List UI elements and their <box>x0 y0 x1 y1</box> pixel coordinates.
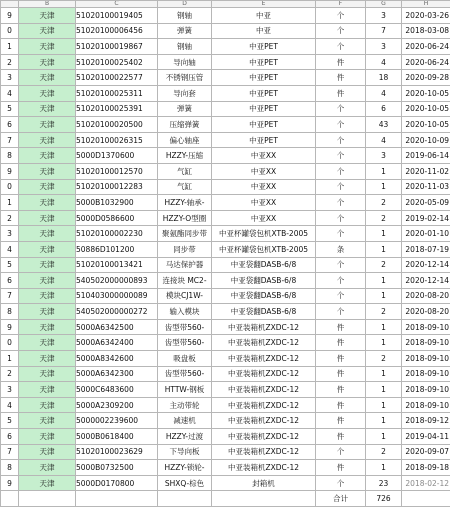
row-number-cell[interactable]: 4 <box>1 241 19 257</box>
equipment-model-cell[interactable]: 中亚XX <box>212 179 316 195</box>
unit-cell[interactable]: 个 <box>316 101 366 117</box>
material-code-cell[interactable]: 51020100012283 <box>76 179 158 195</box>
row-number-cell[interactable]: 8 <box>1 304 19 320</box>
column-header[interactable]: C <box>76 1 158 8</box>
row-number-cell[interactable]: 5 <box>1 413 19 429</box>
material-code-cell[interactable]: 50886D101200 <box>76 241 158 257</box>
table-row[interactable] <box>1 257 450 273</box>
table-row[interactable] <box>1 101 450 117</box>
equipment-model-cell[interactable]: 中亚袋翻DASB-6/8 <box>212 288 316 304</box>
city-cell[interactable]: 天津 <box>19 288 76 304</box>
material-name-cell[interactable]: 马达保护器 <box>158 257 212 273</box>
unit-cell[interactable]: 件 <box>316 319 366 335</box>
date-cell[interactable]: 2019-06-14 <box>402 148 450 164</box>
city-cell[interactable]: 天津 <box>19 429 76 445</box>
row-number-cell[interactable]: 2 <box>1 366 19 382</box>
quantity-cell[interactable]: 1 <box>366 429 402 445</box>
material-name-cell[interactable]: HZZY-轴承- <box>158 195 212 211</box>
city-cell[interactable]: 天津 <box>19 382 76 398</box>
date-cell[interactable]: 2020-10-09 <box>402 132 450 148</box>
table-row[interactable] <box>1 8 450 24</box>
quantity-cell[interactable]: 4 <box>366 54 402 70</box>
date-cell[interactable]: 2018-09-10 <box>402 366 450 382</box>
date-cell[interactable]: 2020-12-14 <box>402 257 450 273</box>
quantity-cell[interactable]: 2 <box>366 195 402 211</box>
equipment-model-cell[interactable]: 中亚装箱机ZXDC-12 <box>212 413 316 429</box>
date-cell[interactable]: 2020-03-26 <box>402 8 450 24</box>
material-code-cell[interactable]: 5000A6342400 <box>76 335 158 351</box>
equipment-model-cell[interactable]: 中亚杯罐袋包机XTB-2005 <box>212 241 316 257</box>
table-row[interactable] <box>1 148 450 164</box>
city-cell[interactable]: 天津 <box>19 460 76 476</box>
material-code-cell[interactable]: 51020100023629 <box>76 444 158 460</box>
date-cell[interactable]: 2018-09-10 <box>402 319 450 335</box>
table-row[interactable] <box>1 54 450 70</box>
city-cell[interactable]: 天津 <box>19 195 76 211</box>
quantity-cell[interactable]: 2 <box>366 351 402 367</box>
equipment-model-cell[interactable]: 中亚袋翻DASB-6/8 <box>212 304 316 320</box>
city-cell[interactable]: 天津 <box>19 101 76 117</box>
city-cell[interactable]: 天津 <box>19 351 76 367</box>
row-number-cell[interactable]: 1 <box>1 39 19 55</box>
row-number-cell[interactable]: 9 <box>1 8 19 24</box>
material-name-cell[interactable]: 弹簧 <box>158 101 212 117</box>
material-name-cell[interactable]: 下导向板 <box>158 444 212 460</box>
date-cell[interactable]: 2018-02-12 <box>402 475 450 491</box>
table-row[interactable] <box>1 210 450 226</box>
row-number-cell[interactable]: 0 <box>1 179 19 195</box>
material-code-cell[interactable]: 51020100026315 <box>76 132 158 148</box>
row-number-cell[interactable]: 6 <box>1 429 19 445</box>
unit-cell[interactable]: 个 <box>316 132 366 148</box>
city-cell[interactable]: 天津 <box>19 335 76 351</box>
equipment-model-cell[interactable]: 中亚袋翻DASB-6/8 <box>212 257 316 273</box>
table-row[interactable] <box>1 39 450 55</box>
unit-cell[interactable]: 个 <box>316 195 366 211</box>
table-row[interactable] <box>1 382 450 398</box>
row-number-cell[interactable]: 3 <box>1 70 19 86</box>
city-cell[interactable]: 天津 <box>19 8 76 24</box>
total-label: 合计 <box>316 491 366 507</box>
city-cell[interactable]: 天津 <box>19 39 76 55</box>
date-cell[interactable]: 2020-10-05 <box>402 117 450 133</box>
quantity-cell[interactable]: 6 <box>366 101 402 117</box>
date-cell[interactable]: 2018-07-19 <box>402 241 450 257</box>
unit-cell[interactable]: 个 <box>316 226 366 242</box>
city-cell[interactable]: 天津 <box>19 397 76 413</box>
table-row[interactable] <box>1 413 450 429</box>
quantity-cell[interactable]: 1 <box>366 397 402 413</box>
equipment-model-cell[interactable]: 中亚XX <box>212 210 316 226</box>
column-header[interactable]: D <box>158 1 212 8</box>
quantity-cell[interactable]: 2 <box>366 444 402 460</box>
date-cell[interactable]: 2020-11-03 <box>402 179 450 195</box>
quantity-cell[interactable]: 1 <box>366 460 402 476</box>
column-header[interactable]: G <box>366 1 402 8</box>
quantity-cell[interactable]: 2 <box>366 257 402 273</box>
column-header[interactable] <box>1 1 19 8</box>
material-code-cell[interactable]: 5000A8342600 <box>76 351 158 367</box>
row-number-cell[interactable]: 7 <box>1 444 19 460</box>
unit-cell[interactable]: 件 <box>316 429 366 445</box>
table-row[interactable] <box>1 429 450 445</box>
unit-cell[interactable]: 个 <box>316 39 366 55</box>
row-number-cell[interactable]: 8 <box>1 460 19 476</box>
unit-cell[interactable]: 件 <box>316 335 366 351</box>
city-cell[interactable]: 天津 <box>19 319 76 335</box>
row-number-cell[interactable]: 5 <box>1 101 19 117</box>
unit-cell[interactable]: 件 <box>316 460 366 476</box>
equipment-model-cell[interactable]: 中亚装箱机ZXDC-12 <box>212 335 316 351</box>
equipment-model-cell[interactable]: 中亚PET <box>212 132 316 148</box>
unit-cell[interactable]: 个 <box>316 8 366 24</box>
row-number-cell[interactable]: 1 <box>1 351 19 367</box>
table-row[interactable] <box>1 288 450 304</box>
table-row[interactable] <box>1 195 450 211</box>
unit-cell[interactable]: 件 <box>316 351 366 367</box>
material-code-cell[interactable]: 5000B0732500 <box>76 460 158 476</box>
quantity-cell[interactable]: 23 <box>366 475 402 491</box>
material-name-cell[interactable]: 输入模块 <box>158 304 212 320</box>
material-code-cell[interactable]: 5000B1032900 <box>76 195 158 211</box>
unit-cell[interactable]: 个 <box>316 288 366 304</box>
table-row[interactable] <box>1 70 450 86</box>
material-code-cell[interactable]: 51020100006456 <box>76 23 158 39</box>
quantity-cell[interactable]: 1 <box>366 163 402 179</box>
material-code-cell[interactable]: 5000A6342300 <box>76 366 158 382</box>
city-cell[interactable]: 天津 <box>19 148 76 164</box>
date-cell[interactable]: 2020-09-07 <box>402 444 450 460</box>
unit-cell[interactable]: 个 <box>316 148 366 164</box>
material-code-cell[interactable]: 51020100002230 <box>76 226 158 242</box>
date-cell[interactable]: 2018-09-18 <box>402 460 450 476</box>
material-code-cell[interactable]: 540502000000272 <box>76 304 158 320</box>
equipment-model-cell[interactable]: 中亚PET <box>212 39 316 55</box>
material-code-cell[interactable]: 51020100013421 <box>76 257 158 273</box>
city-cell[interactable]: 天津 <box>19 241 76 257</box>
material-name-cell[interactable]: 主动带轮 <box>158 397 212 413</box>
row-number-cell[interactable]: 4 <box>1 397 19 413</box>
quantity-cell[interactable]: 1 <box>366 382 402 398</box>
equipment-model-cell[interactable]: 中亚XX <box>212 148 316 164</box>
unit-cell[interactable]: 个 <box>316 273 366 289</box>
column-header[interactable]: F <box>316 1 366 8</box>
material-name-cell[interactable]: 减速机 <box>158 413 212 429</box>
unit-cell[interactable]: 件 <box>316 85 366 101</box>
material-code-cell[interactable]: 5000A6342500 <box>76 319 158 335</box>
equipment-model-cell[interactable]: 中亚 <box>212 8 316 24</box>
equipment-model-cell[interactable]: 中亚装箱机ZXDC-12 <box>212 460 316 476</box>
table-row[interactable] <box>1 319 450 335</box>
equipment-model-cell[interactable]: 中亚杯罐袋包机XTB-2005 <box>212 226 316 242</box>
material-code-cell[interactable]: 51020100025391 <box>76 101 158 117</box>
equipment-model-cell[interactable]: 中亚 <box>212 23 316 39</box>
row-number-cell[interactable]: 6 <box>1 273 19 289</box>
quantity-cell[interactable]: 1 <box>366 335 402 351</box>
row-number-cell[interactable]: 9 <box>1 475 19 491</box>
city-cell[interactable]: 天津 <box>19 210 76 226</box>
table-row[interactable] <box>1 85 450 101</box>
equipment-model-cell[interactable]: 中亚XX <box>212 163 316 179</box>
date-cell[interactable]: 2018-09-10 <box>402 382 450 398</box>
table-row[interactable] <box>1 179 450 195</box>
city-cell[interactable]: 天津 <box>19 273 76 289</box>
quantity-cell[interactable]: 1 <box>366 273 402 289</box>
table-row[interactable] <box>1 23 450 39</box>
row-number-cell[interactable]: 2 <box>1 54 19 70</box>
unit-cell[interactable]: 个 <box>316 163 366 179</box>
material-code-cell[interactable]: 5000D0170800 <box>76 475 158 491</box>
date-cell[interactable]: 2018-09-12 <box>402 413 450 429</box>
table-row[interactable] <box>1 351 450 367</box>
material-name-cell[interactable]: 导向套 <box>158 85 212 101</box>
city-cell[interactable]: 天津 <box>19 475 76 491</box>
column-header-row <box>1 1 450 8</box>
row-number-cell[interactable]: 9 <box>1 319 19 335</box>
equipment-model-cell[interactable]: 中亚装箱机ZXDC-12 <box>212 351 316 367</box>
equipment-model-cell[interactable]: 中亚PET <box>212 117 316 133</box>
quantity-cell[interactable]: 1 <box>366 288 402 304</box>
city-cell[interactable]: 天津 <box>19 23 76 39</box>
equipment-model-cell[interactable]: 中亚装箱机ZXDC-12 <box>212 429 316 445</box>
material-code-cell[interactable]: 5000A2309200 <box>76 397 158 413</box>
quantity-cell[interactable]: 18 <box>366 70 402 86</box>
material-code-cell[interactable]: 540502000000893 <box>76 273 158 289</box>
material-code-cell[interactable]: 51020100020500 <box>76 117 158 133</box>
date-cell[interactable]: 2020-09-28 <box>402 70 450 86</box>
row-number-cell[interactable]: 0 <box>1 23 19 39</box>
row-number-cell[interactable]: 7 <box>1 288 19 304</box>
table-row[interactable] <box>1 273 450 289</box>
equipment-model-cell[interactable]: 中亚PET <box>212 101 316 117</box>
quantity-cell[interactable]: 1 <box>366 241 402 257</box>
city-cell[interactable]: 天津 <box>19 117 76 133</box>
material-code-cell[interactable]: 51020100019405 <box>76 8 158 24</box>
empty-cell[interactable] <box>212 491 316 507</box>
quantity-cell[interactable]: 2 <box>366 210 402 226</box>
date-cell[interactable]: 2020-12-14 <box>402 273 450 289</box>
row-number-cell[interactable]: 3 <box>1 226 19 242</box>
unit-cell[interactable]: 件 <box>316 413 366 429</box>
row-number-cell[interactable]: 9 <box>1 163 19 179</box>
material-code-cell[interactable]: 5000D0586600 <box>76 210 158 226</box>
table-row[interactable] <box>1 163 450 179</box>
city-cell[interactable]: 天津 <box>19 366 76 382</box>
date-cell[interactable]: 2018-09-10 <box>402 397 450 413</box>
date-cell[interactable]: 2020-11-02 <box>402 163 450 179</box>
quantity-cell[interactable]: 2 <box>366 304 402 320</box>
table-row[interactable] <box>1 241 450 257</box>
unit-cell[interactable]: 件 <box>316 54 366 70</box>
row-number-cell[interactable]: 6 <box>1 117 19 133</box>
spreadsheet-body <box>1 1 450 507</box>
date-cell[interactable]: 2018-09-10 <box>402 351 450 367</box>
material-code-cell[interactable]: 510403000000089 <box>76 288 158 304</box>
material-code-cell[interactable]: 5000B0618400 <box>76 429 158 445</box>
quantity-cell[interactable]: 3 <box>366 148 402 164</box>
city-cell[interactable]: 天津 <box>19 54 76 70</box>
row-number-cell[interactable]: 4 <box>1 85 19 101</box>
material-code-cell[interactable]: 5000C6483600 <box>76 382 158 398</box>
date-cell[interactable]: 2019-04-11 <box>402 429 450 445</box>
date-cell[interactable]: 2020-05-09 <box>402 195 450 211</box>
quantity-cell[interactable]: 3 <box>366 39 402 55</box>
unit-cell[interactable]: 个 <box>316 23 366 39</box>
equipment-model-cell[interactable]: 中亚PET <box>212 70 316 86</box>
material-code-cell[interactable]: 51020100025311 <box>76 85 158 101</box>
quantity-cell[interactable]: 3 <box>366 8 402 24</box>
table-row[interactable] <box>1 366 450 382</box>
material-code-cell[interactable]: 51020100022577 <box>76 70 158 86</box>
table-row[interactable] <box>1 475 450 491</box>
date-cell[interactable]: 2019-02-14 <box>402 210 450 226</box>
row-number-cell[interactable]: 5 <box>1 257 19 273</box>
material-name-cell[interactable]: HZZY-锁轮- <box>158 460 212 476</box>
material-name-cell[interactable]: HTTW-钢板 <box>158 382 212 398</box>
date-cell[interactable]: 2020-10-05 <box>402 85 450 101</box>
unit-cell[interactable]: 件 <box>316 366 366 382</box>
material-name-cell[interactable]: 钢轴 <box>158 39 212 55</box>
quantity-cell[interactable]: 4 <box>366 132 402 148</box>
empty-cell[interactable] <box>1 491 19 507</box>
quantity-cell[interactable]: 1 <box>366 413 402 429</box>
quantity-cell[interactable]: 4 <box>366 85 402 101</box>
quantity-cell[interactable]: 1 <box>366 319 402 335</box>
row-number-cell[interactable]: 0 <box>1 335 19 351</box>
city-cell[interactable]: 天津 <box>19 413 76 429</box>
equipment-model-cell[interactable]: 封箱机 <box>212 475 316 491</box>
quantity-cell[interactable]: 1 <box>366 226 402 242</box>
material-code-cell[interactable]: 51020100012570 <box>76 163 158 179</box>
column-header[interactable]: E <box>212 1 316 8</box>
unit-cell[interactable]: 件 <box>316 397 366 413</box>
date-cell[interactable]: 2020-10-05 <box>402 101 450 117</box>
empty-cell[interactable] <box>19 491 76 507</box>
city-cell[interactable]: 天津 <box>19 132 76 148</box>
row-number-cell[interactable]: 7 <box>1 132 19 148</box>
unit-cell[interactable]: 个 <box>316 210 366 226</box>
table-row[interactable] <box>1 304 450 320</box>
equipment-model-cell[interactable]: 中亚装箱机ZXDC-12 <box>212 366 316 382</box>
material-name-cell[interactable]: 导向轴 <box>158 54 212 70</box>
material-code-cell[interactable]: 51020100019867 <box>76 39 158 55</box>
equipment-model-cell[interactable]: 中亚装箱机ZXDC-12 <box>212 319 316 335</box>
table-row[interactable] <box>1 335 450 351</box>
equipment-model-cell[interactable]: 中亚装箱机ZXDC-12 <box>212 397 316 413</box>
empty-cell[interactable] <box>158 491 212 507</box>
empty-cell[interactable] <box>402 491 450 507</box>
unit-cell[interactable]: 件 <box>316 70 366 86</box>
unit-cell[interactable]: 个 <box>316 444 366 460</box>
date-cell[interactable]: 2018-09-10 <box>402 335 450 351</box>
city-cell[interactable]: 天津 <box>19 70 76 86</box>
material-name-cell[interactable]: 模块CJ1W- <box>158 288 212 304</box>
column-header[interactable]: H <box>402 1 450 8</box>
date-cell[interactable]: 2020-06-24 <box>402 54 450 70</box>
material-name-cell[interactable]: 同步带 <box>158 241 212 257</box>
material-name-cell[interactable]: 吸盘板 <box>158 351 212 367</box>
city-cell[interactable]: 天津 <box>19 179 76 195</box>
equipment-model-cell[interactable]: 中亚PET <box>212 54 316 70</box>
table-row[interactable] <box>1 460 450 476</box>
unit-cell[interactable]: 个 <box>316 304 366 320</box>
city-cell[interactable]: 天津 <box>19 257 76 273</box>
total-quantity: 726 <box>366 491 402 507</box>
table-row[interactable] <box>1 132 450 148</box>
empty-cell[interactable] <box>76 491 158 507</box>
unit-cell[interactable]: 条 <box>316 241 366 257</box>
table-row[interactable] <box>1 444 450 460</box>
table-row[interactable] <box>1 397 450 413</box>
material-name-cell[interactable]: HZZY-O型圈 <box>158 210 212 226</box>
unit-cell[interactable]: 个 <box>316 257 366 273</box>
table-row[interactable] <box>1 226 450 242</box>
material-name-cell[interactable]: 钢轴 <box>158 8 212 24</box>
date-cell[interactable]: 2018-03-08 <box>402 23 450 39</box>
city-cell[interactable]: 天津 <box>19 444 76 460</box>
city-cell[interactable]: 天津 <box>19 163 76 179</box>
row-number-cell[interactable]: 1 <box>1 195 19 211</box>
material-code-cell[interactable]: 5000002239600 <box>76 413 158 429</box>
row-number-cell[interactable]: 3 <box>1 382 19 398</box>
quantity-cell[interactable]: 43 <box>366 117 402 133</box>
date-cell[interactable]: 2020-08-20 <box>402 304 450 320</box>
material-name-cell[interactable]: 偏心轴座 <box>158 132 212 148</box>
material-name-cell[interactable]: HZZY-压缩 <box>158 148 212 164</box>
material-name-cell[interactable]: 弹簧 <box>158 23 212 39</box>
equipment-model-cell[interactable]: 中亚袋翻DASB-6/8 <box>212 273 316 289</box>
material-name-cell[interactable]: 不锈钢压管 <box>158 70 212 86</box>
unit-cell[interactable]: 个 <box>316 179 366 195</box>
equipment-model-cell[interactable]: 中亚装箱机ZXDC-12 <box>212 444 316 460</box>
material-name-cell[interactable]: 齿型带560- <box>158 319 212 335</box>
date-cell[interactable]: 2020-01-10 <box>402 226 450 242</box>
equipment-model-cell[interactable]: 中亚PET <box>212 85 316 101</box>
row-number-cell[interactable]: 2 <box>1 210 19 226</box>
material-code-cell[interactable]: 51020100025402 <box>76 54 158 70</box>
row-number-cell[interactable]: 8 <box>1 148 19 164</box>
material-name-cell[interactable]: HZZY-过渡 <box>158 429 212 445</box>
date-cell[interactable]: 2020-06-24 <box>402 39 450 55</box>
material-name-cell[interactable]: 气缸 <box>158 179 212 195</box>
equipment-model-cell[interactable]: 中亚装箱机ZXDC-12 <box>212 382 316 398</box>
material-name-cell[interactable]: 气缸 <box>158 163 212 179</box>
city-cell[interactable]: 天津 <box>19 85 76 101</box>
material-name-cell[interactable]: 压缩弹簧 <box>158 117 212 133</box>
quantity-cell[interactable]: 7 <box>366 23 402 39</box>
unit-cell[interactable]: 个 <box>316 117 366 133</box>
total-row <box>1 491 450 507</box>
material-name-cell[interactable]: 齿型带560- <box>158 335 212 351</box>
city-cell[interactable]: 天津 <box>19 304 76 320</box>
unit-cell[interactable]: 个 <box>316 475 366 491</box>
material-name-cell[interactable]: 齿型带560- <box>158 366 212 382</box>
table-row[interactable] <box>1 117 450 133</box>
material-code-cell[interactable]: 5000D1370600 <box>76 148 158 164</box>
column-header[interactable]: B <box>19 1 76 8</box>
material-name-cell[interactable]: SHXQ-棕色 <box>158 475 212 491</box>
quantity-cell[interactable]: 1 <box>366 366 402 382</box>
quantity-cell[interactable]: 1 <box>366 179 402 195</box>
material-name-cell[interactable]: 聚氨酯同步带 <box>158 226 212 242</box>
unit-cell[interactable]: 件 <box>316 382 366 398</box>
equipment-model-cell[interactable]: 中亚XX <box>212 195 316 211</box>
city-cell[interactable]: 天津 <box>19 226 76 242</box>
material-name-cell[interactable]: 连接块 MC2- <box>158 273 212 289</box>
date-cell[interactable]: 2020-08-20 <box>402 288 450 304</box>
